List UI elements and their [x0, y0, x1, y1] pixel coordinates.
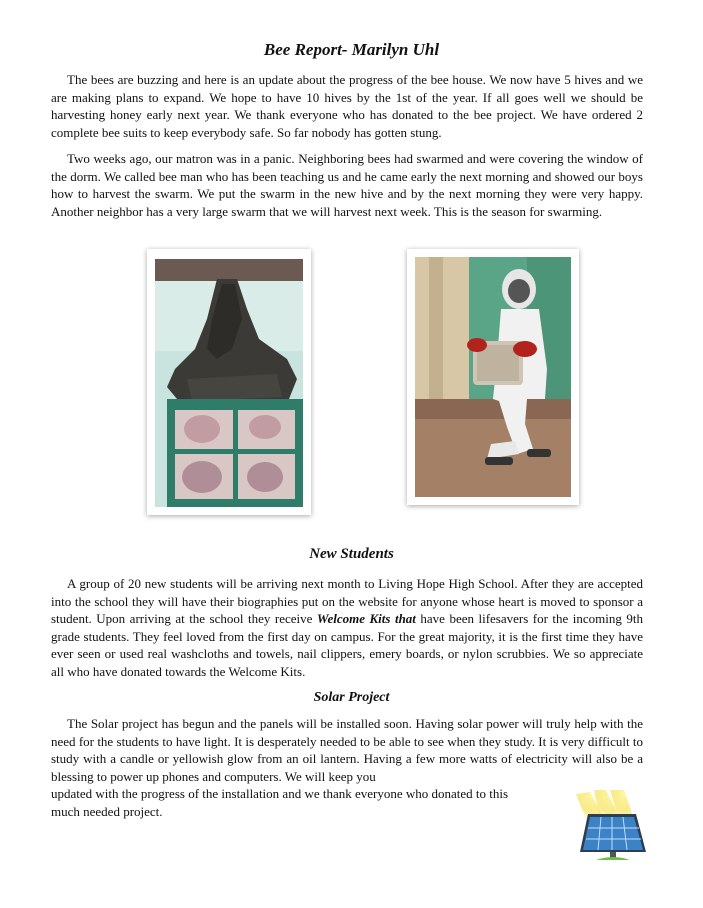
bee-report-paragraph-2: Two weeks ago, our matron was in a panic. Neighboring bees had swarmed and were covering the window of the dorm. We called bee man who has been teaching us and he came early the next morning and showed our boys how to harvest the swarm. We put the swarm in the new hive and by the next morning they were very happy. Another neighbor has a very large swarm that we will harvest next week. This is the season for swarming. — [51, 151, 643, 219]
solar-panel-icon — [566, 790, 662, 867]
solar-project-continuation — [51, 785, 551, 820]
solar-project-title: Solar Project — [313, 690, 390, 705]
beekeeper-photo — [407, 249, 579, 505]
solar-project-paragraph: The Solar project has begun and the panels will be installed soon. Having solar power will truly help with the need for the students to have light. It is desperately needed to be able to see when they study. It is very difficult to study with a candle or yellowish glow from an oil lantern. Having a few more watts of electricity will also be a blessing to power up phones and computers. We will keep you — [51, 716, 643, 784]
bee-report-title: Bee Report- Marilyn Uhl — [263, 40, 440, 59]
beekeeper-image — [407, 249, 579, 505]
solar-project-line-2: updated with the progress of the installation and we thank everyone who donated to this — [51, 786, 509, 801]
new-students-text-before: A group of 20 new students will be arriving next month to Living Hope High School. After they are accepted into the school they will have their biographies put on the website for anyone whose heart is moved to sponsor a student. Upon arriving at the school they receive — [51, 576, 643, 627]
new-students-text-after: have been lifesavers for the incoming 9th grade students. They feel loved from the first day on campus. For the great majority, it is the first time they have ever seen or used real washcloths and towels, nail clippers, emery boards, or nylon scrubbies. We so appreciate all who have donated towards the Welcome Kits. — [51, 611, 644, 679]
solar-project-line-3: much needed project. — [51, 803, 163, 819]
bee-swarm-photo — [147, 249, 311, 515]
new-students-title: New Students — [309, 546, 394, 562]
welcome-kits-emphasis: Welcome Kits that — [316, 611, 416, 627]
bee-swarm-image — [147, 249, 311, 515]
new-students-paragraph — [51, 575, 643, 681]
bee-report-paragraph-1: The bees are buzzing and here is an update about the progress of the bee house. We now have 5 hives and we are making plans to expand. We hope to have 10 hives by the 1st of the year. If all goes well we should be harvesting honey early next year. We thank everyone who has donated to the bee project. We have ordered 2 complete bee suits to keep everybody safe. So far nobody has gotten stung. — [51, 72, 643, 140]
